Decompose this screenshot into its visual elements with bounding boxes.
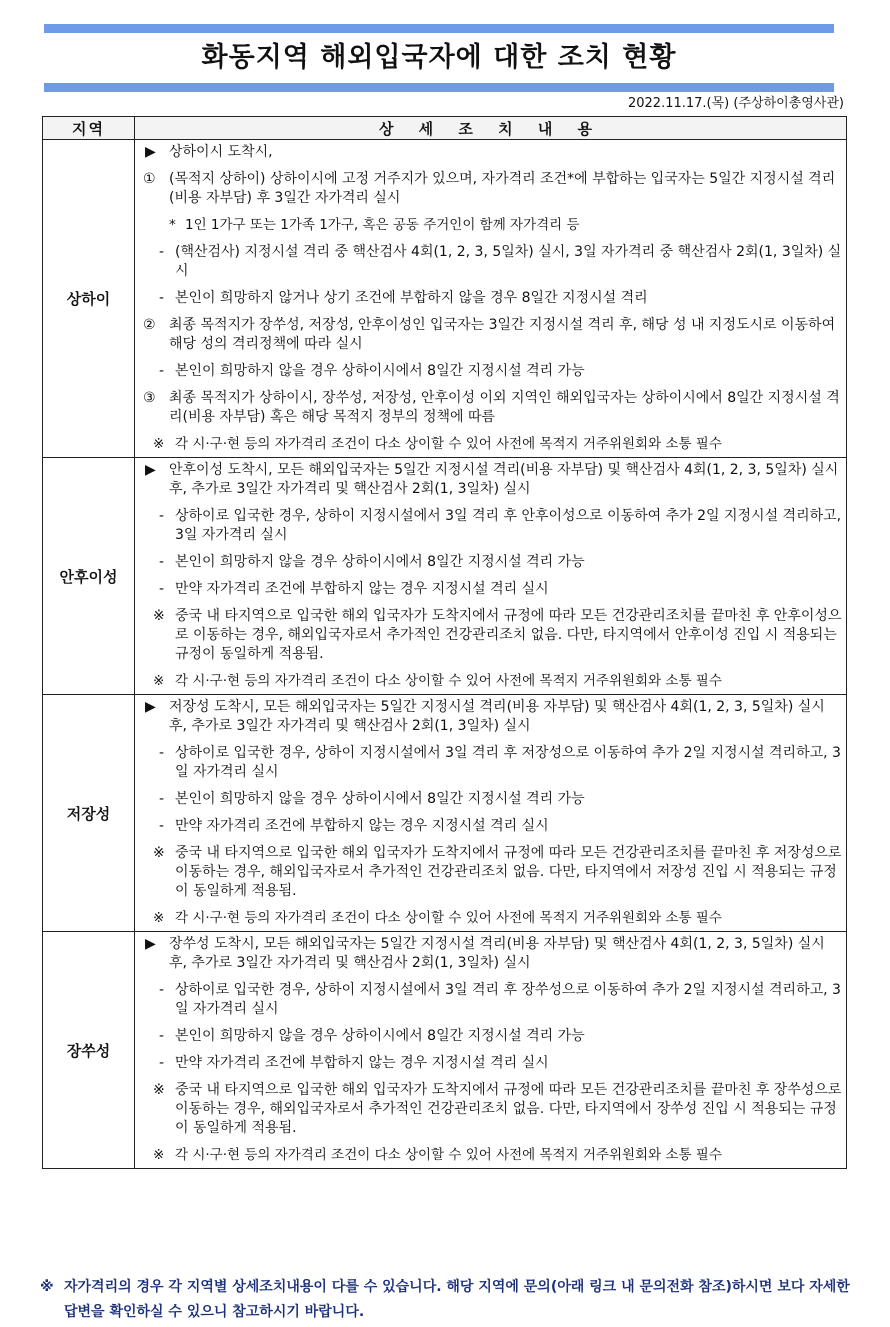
- detail-line-dash: [135, 744, 846, 782]
- bullet-mark: ※: [153, 1082, 165, 1098]
- line-text: 만약 자가격리 조건에 부합하지 않는 경우 지정시설 격리 실시: [175, 818, 549, 834]
- bullet-mark: -: [159, 244, 165, 260]
- bullet-mark: ①: [143, 171, 156, 187]
- table-row: [43, 932, 847, 1169]
- line-text: 본인이 희망하지 않거나 상기 조건에 부합하지 않을 경우 8일간 지정시설 격리: [175, 290, 648, 306]
- detail-line-tri: [135, 698, 846, 736]
- line-text: 상하이로 입국한 경우, 상하이 지정시설에서 3일 격리 후 장쑤성으로 이동하여 추가 2일 지정시설 격리하고, 3일 자가격리 실시: [175, 982, 841, 1017]
- line-text: 장쑤성 도착시, 모든 해외입국자는 5일간 지정시설 격리(비용 자부담) 및 핵산검사 4회(1, 2, 3, 5일차) 실시 후, 추가로 3일간 자가격리 및 핵산검사 2회(1, 3일차) 실시: [169, 936, 825, 971]
- line-text: 본인이 희망하지 않을 경우 상하이시에서 8일간 지정시설 격리 가능: [175, 554, 585, 570]
- detail-line-foot: [135, 672, 846, 691]
- bullet-mark: -: [159, 290, 165, 306]
- detail-line-foot: [135, 909, 846, 928]
- column-header-detail: 상 세 조 치 내 용: [135, 117, 847, 140]
- detail-line-tri: [135, 143, 846, 162]
- detail-line-dash: [135, 1027, 846, 1046]
- line-text: 최종 목적지가 상하이시, 장쑤성, 저장성, 안후이성 이외 지역인 해외입국자는 상하이시에서 8일간 지정시설 격리(비용 자부담) 혹은 해당 목적지 정부의 정책에 따름: [169, 390, 840, 425]
- bullet-mark: -: [159, 745, 165, 761]
- line-text: 각 시·구·현 등의 자가격리 조건이 다소 상이할 수 있어 사전에 목적지 거주위원회와 소통 필수: [175, 673, 722, 689]
- detail-line-dash: [135, 289, 846, 308]
- line-text: 본인이 희망하지 않을 경우 상하이시에서 8일간 지정시설 격리 가능: [175, 1028, 585, 1044]
- line-text: 저장성 도착시, 모든 해외입국자는 5일간 지정시설 격리(비용 자부담) 및 핵산검사 4회(1, 2, 3, 5일차) 실시 후, 추가로 3일간 자가격리 및 핵산검사 2회(1, 3일차) 실시: [169, 699, 825, 734]
- line-text: 만약 자가격리 조건에 부합하지 않는 경우 지정시설 격리 실시: [175, 1055, 549, 1071]
- detail-line-num: [135, 389, 846, 427]
- title-top-bar: [44, 24, 834, 33]
- bottom-footnote: [40, 1275, 850, 1325]
- date-source: 2022.11.17.(목) (주상하이총영사관): [627, 96, 844, 111]
- detail-line-note: [135, 1081, 846, 1138]
- line-text: 만약 자가격리 조건에 부합하지 않는 경우 지정시설 격리 실시: [175, 581, 549, 597]
- bullet-mark: ▶: [145, 462, 156, 478]
- line-text: 중국 내 타지역으로 입국한 해외 입국자가 도착지에서 규정에 따라 모든 건강관리조치를 끝마친 후 저장성으로 이동하는 경우, 해외입국자로서 추가적인 건강관리조치 없음. 다만, 타지역에서 저장성 진입 시 적용되는 규정이 동일하게 적용됨.: [175, 845, 842, 899]
- bullet-mark: ▶: [145, 699, 156, 715]
- detail-line-foot: [135, 1146, 846, 1165]
- bullet-mark: -: [159, 982, 165, 998]
- bullet-mark: -: [159, 554, 165, 570]
- table-row: [43, 140, 847, 458]
- detail-line-tri: [135, 935, 846, 973]
- line-text: 상하이로 입국한 경우, 상하이 지정시설에서 3일 격리 후 안후이성으로 이동하여 추가 2일 지정시설 격리하고, 3일 자가격리 실시: [175, 508, 842, 543]
- line-text: 각 시·구·현 등의 자가격리 조건이 다소 상이할 수 있어 사전에 목적지 거주위원회와 소통 필수: [175, 910, 722, 926]
- line-text: (목적지 상하이) 상하이시에 고정 거주지가 있으며, 자가격리 조건*에 부합하는 입국자는 5일간 지정시설 격리(비용 자부담) 후 3일간 자가격리 실시: [169, 171, 836, 206]
- table-row: [43, 695, 847, 932]
- detail-line-star: [135, 216, 846, 235]
- bullet-mark: ▶: [145, 936, 156, 952]
- bullet-mark: -: [159, 508, 165, 524]
- footnote-mark: ※: [40, 1279, 54, 1295]
- bullet-mark: ※: [153, 910, 165, 926]
- detail-line-note: [135, 607, 846, 664]
- line-text: 본인이 희망하지 않을 경우 상하이시에서 8일간 지정시설 격리 가능: [175, 363, 585, 379]
- table-header-row: [43, 117, 847, 140]
- detail-cell: [135, 458, 847, 695]
- bullet-mark: ※: [153, 673, 165, 689]
- bullet-mark: ②: [143, 317, 156, 333]
- region-cell: 저장성: [43, 695, 135, 932]
- detail-line-tri: [135, 461, 846, 499]
- line-text: 1인 1가구 또는 1가족 1가구, 혹은 공동 주거인이 함께 자가격리 등: [185, 217, 580, 233]
- detail-line-foot: [135, 435, 846, 454]
- detail-cell: [135, 932, 847, 1169]
- bullet-mark: ※: [153, 845, 165, 861]
- line-text: 본인이 희망하지 않을 경우 상하이시에서 8일간 지정시설 격리 가능: [175, 791, 585, 807]
- line-text: 안후이성 도착시, 모든 해외입국자는 5일간 지정시설 격리(비용 자부담) 및 핵산검사 4회(1, 2, 3, 5일차) 실시 후, 추가로 3일간 자가격리 및 핵산검사 2회(1, 3일차) 실시: [169, 462, 839, 497]
- region-cell: 상하이: [43, 140, 135, 458]
- detail-line-dash: [135, 580, 846, 599]
- detail-cell: [135, 140, 847, 458]
- bullet-mark: ▶: [145, 144, 156, 160]
- bullet-mark: -: [159, 1055, 165, 1071]
- line-text: 각 시·구·현 등의 자가격리 조건이 다소 상이할 수 있어 사전에 목적지 거주위원회와 소통 필수: [175, 436, 722, 452]
- bullet-mark: ※: [153, 436, 165, 452]
- bullet-mark: ③: [143, 390, 156, 406]
- line-text: 중국 내 타지역으로 입국한 해외 입국자가 도착지에서 규정에 따라 모든 건강관리조치를 끝마친 후 장쑤성으로 이동하는 경우, 해외입국자로서 추가적인 건강관리조치 없음. 다만, 타지역에서 장쑤성 진입 시 적용되는 규정이 동일하게 적용됨.: [175, 1082, 842, 1136]
- line-text: 최종 목적지가 장쑤성, 저장성, 안후이성인 입국자는 3일간 지정시설 격리 후, 해당 성 내 지정도시로 이동하여 해당 성의 격리정책에 따라 실시: [169, 317, 836, 352]
- line-text: 각 시·구·현 등의 자가격리 조건이 다소 상이할 수 있어 사전에 목적지 거주위원회와 소통 필수: [175, 1147, 722, 1163]
- line-text: (핵산검사) 지정시설 격리 중 핵산검사 4회(1, 2, 3, 5일차) 실시, 3일 자가격리 중 핵산검사 2회(1, 3일차) 실시: [175, 244, 842, 279]
- measures-table: [42, 116, 847, 1169]
- detail-line-dash: [135, 362, 846, 381]
- detail-line-dash: [135, 790, 846, 809]
- detail-line-dash: [135, 817, 846, 836]
- detail-cell: [135, 695, 847, 932]
- bullet-mark: -: [159, 363, 165, 379]
- region-cell: 장쑤성: [43, 932, 135, 1169]
- column-header-region: 지역: [43, 117, 135, 140]
- detail-line-dash: [135, 1054, 846, 1073]
- bullet-mark: -: [159, 791, 165, 807]
- line-text: 상하이시 도착시,: [169, 144, 273, 160]
- detail-line-dash: [135, 507, 846, 545]
- table-row: [43, 458, 847, 695]
- bullet-mark: -: [159, 581, 165, 597]
- footnote-text: 자가격리의 경우 각 지역별 상세조치내용이 다를 수 있습니다. 해당 지역에 문의(아래 링크 내 문의전화 참조)하시면 보다 자세한 답변을 확인하실 수 있으니 참고하시기 바랍니다.: [64, 1279, 850, 1320]
- detail-line-note: [135, 844, 846, 901]
- detail-line-dash: [135, 981, 846, 1019]
- bullet-mark: -: [159, 818, 165, 834]
- detail-line-num: [135, 316, 846, 354]
- line-text: 상하이로 입국한 경우, 상하이 지정시설에서 3일 격리 후 저장성으로 이동하여 추가 2일 지정시설 격리하고, 3일 자가격리 실시: [175, 745, 841, 780]
- bullet-mark: ※: [153, 608, 165, 624]
- detail-line-dash: [135, 553, 846, 572]
- page-title: 화동지역 해외입국자에 대한 조치 현황: [201, 42, 677, 73]
- detail-line-dash: [135, 243, 846, 281]
- region-cell: 안후이성: [43, 458, 135, 695]
- detail-line-num: [135, 170, 846, 208]
- bullet-mark: ※: [153, 1147, 165, 1163]
- bullet-mark: *: [169, 217, 176, 233]
- title-block: [44, 24, 834, 92]
- line-text: 중국 내 타지역으로 입국한 해외 입국자가 도착지에서 규정에 따라 모든 건강관리조치를 끝마친 후 안후이성으로 이동하는 경우, 해외입국자로서 추가적인 건강관리조치 없음. 다만, 타지역에서 안후이성 진입 시 적용되는 규정이 동일하게 적용됨.: [175, 608, 842, 662]
- title-bottom-bar: [44, 83, 834, 92]
- bullet-mark: -: [159, 1028, 165, 1044]
